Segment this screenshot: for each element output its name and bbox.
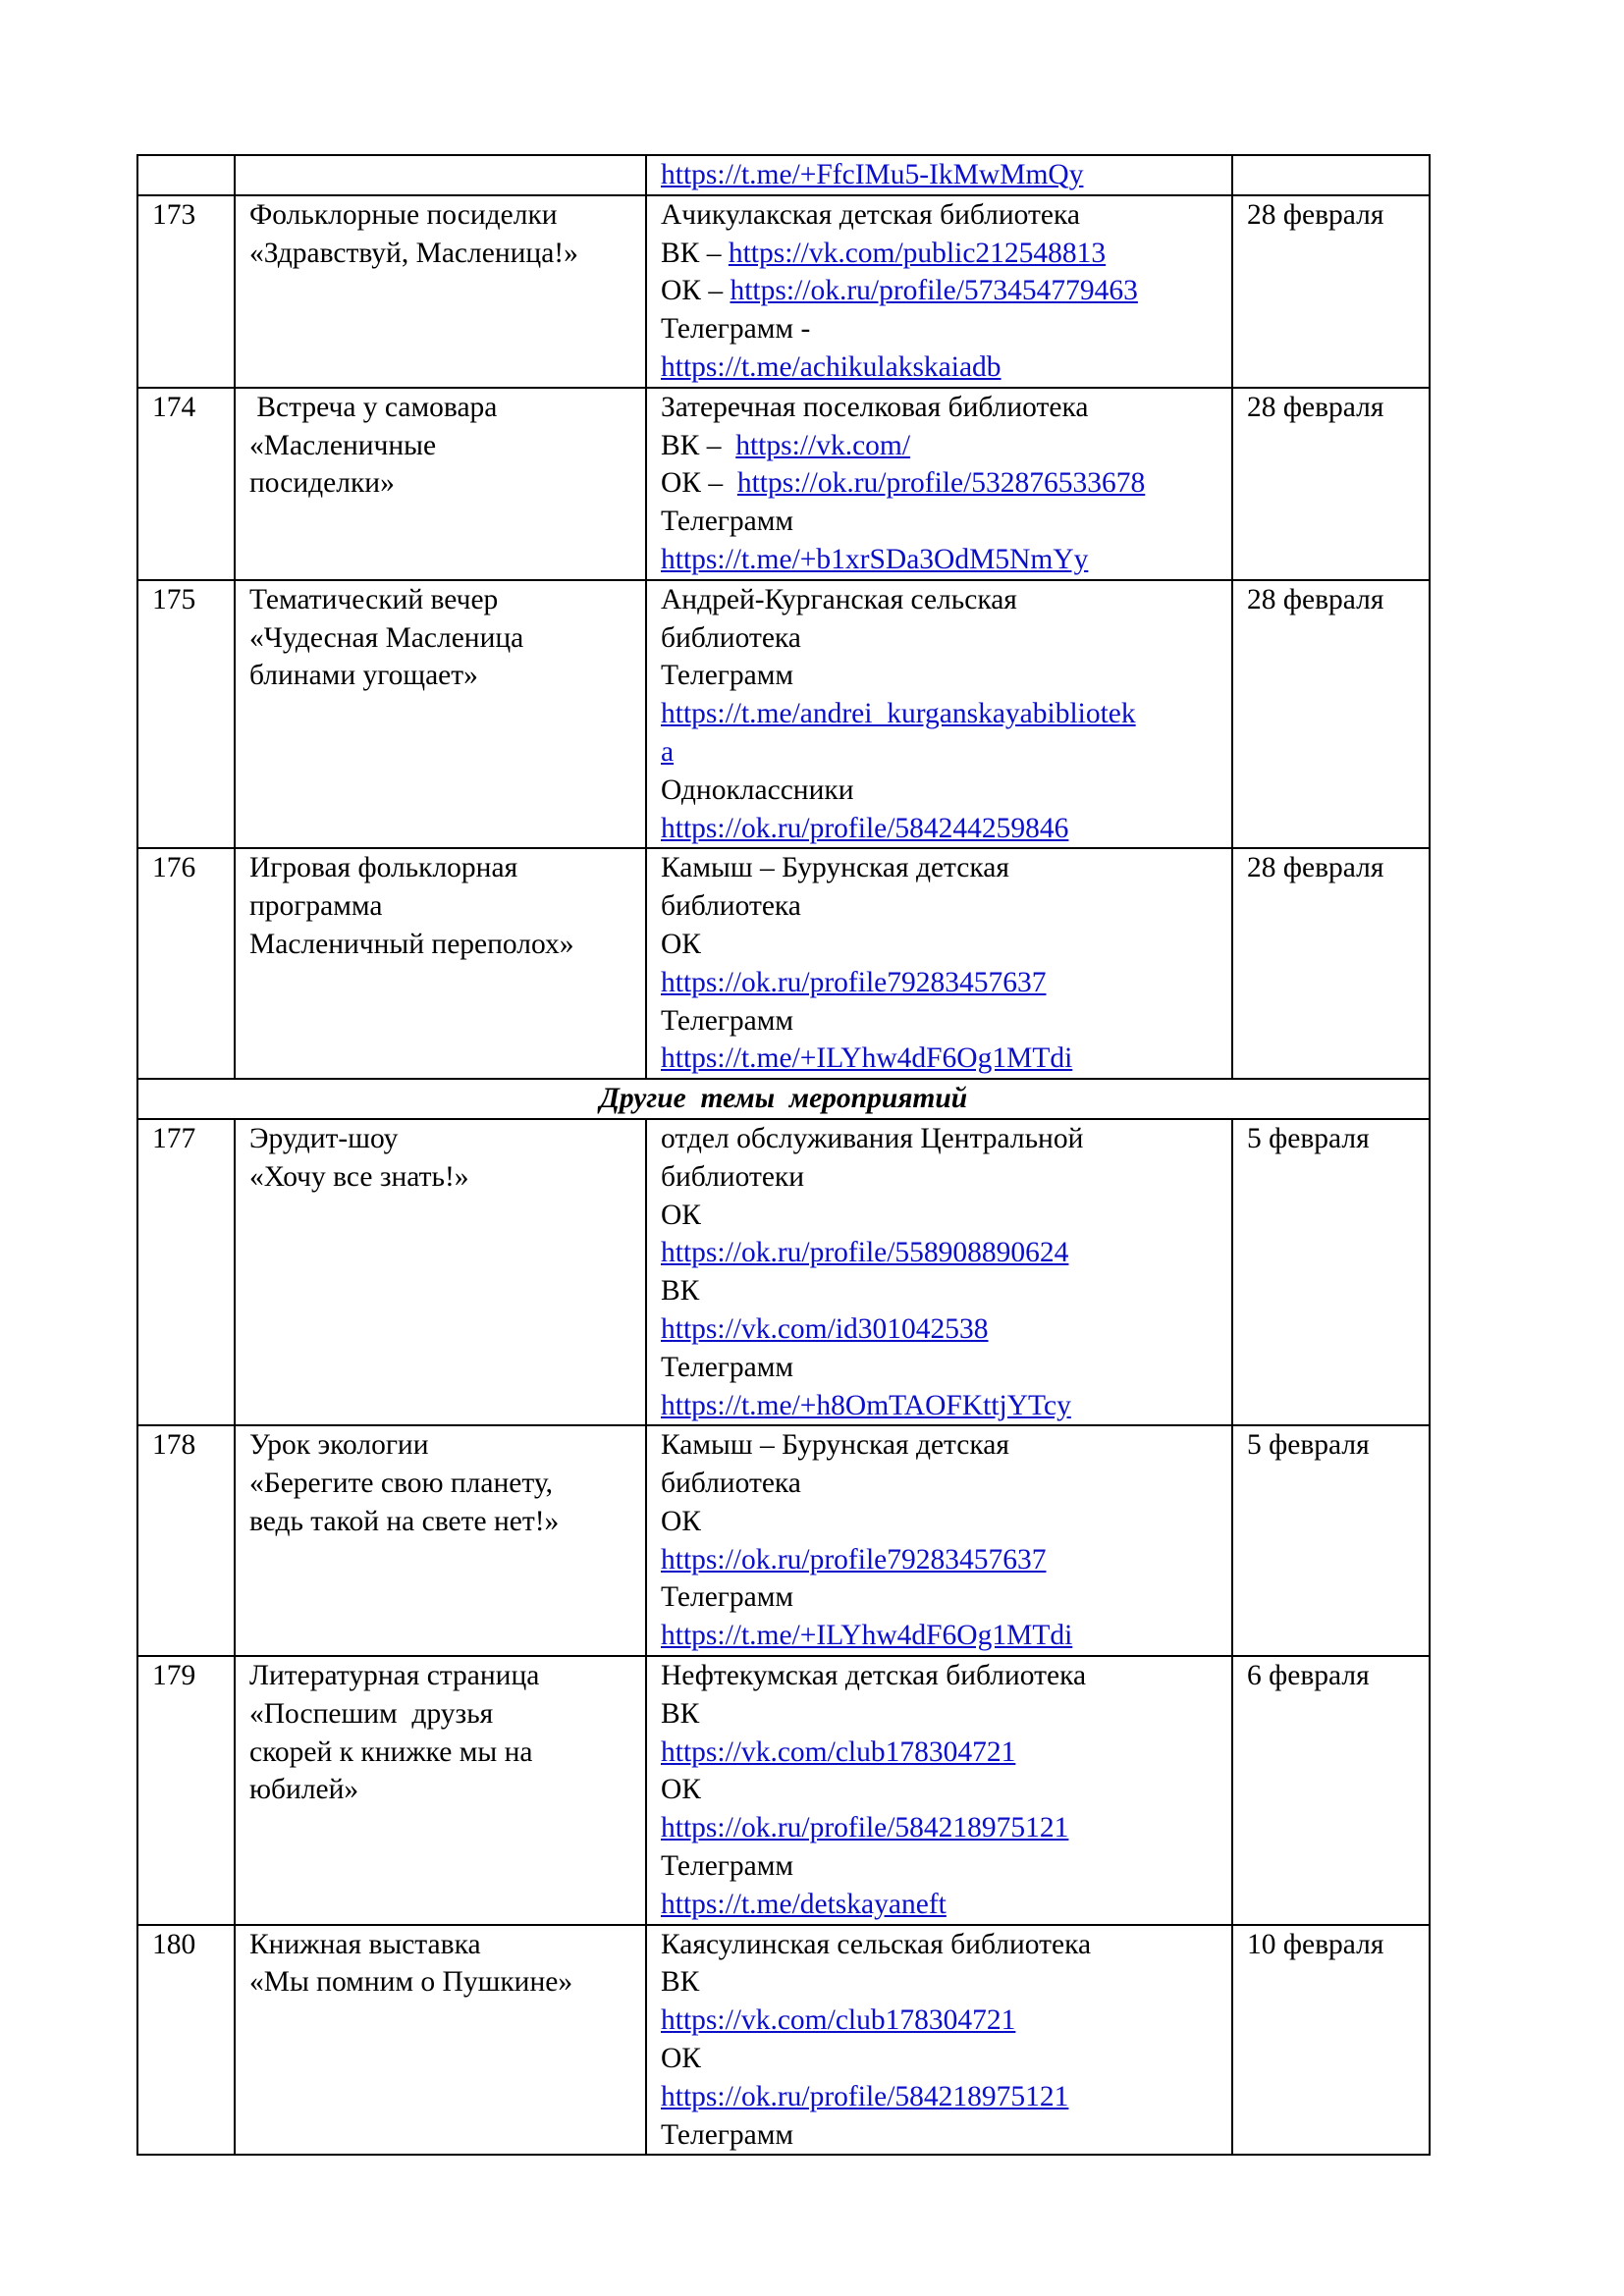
ok-link[interactable]: https://ok.ru/profile/584244259846	[661, 812, 1069, 844]
event-place: Ачикулакская детская библиотека ВК – https://vk.com/public212548813 ОК – https://ok.ru/profile/573454779463 Телеграмм - https://t.me/achikulakskaiadb	[646, 195, 1232, 388]
vk-link[interactable]: https://vk.com/club178304721	[661, 2004, 1016, 2037]
table-row	[137, 388, 1430, 580]
event-name: Встреча у самовара «Масленичные посиделки»	[235, 388, 646, 580]
events-table	[136, 154, 1431, 2156]
telegram-link[interactable]: https://t.me/achikulakskaiadb	[661, 350, 1001, 383]
row-number: 179	[137, 1656, 235, 1925]
row-number: 173	[137, 195, 235, 388]
ok-link[interactable]: https://ok.ru/profile/558908890624	[661, 1237, 1069, 1269]
telegram-link[interactable]: https://t.me/+FfcIMu5-IkMwMmQy	[661, 159, 1084, 190]
section-row	[137, 1079, 1430, 1119]
event-name: Эрудит-шоу «Хочу все знать!»	[235, 1119, 646, 1425]
section-title: Другие темы мероприятий	[137, 1079, 1430, 1119]
event-date: 28 февраля	[1232, 388, 1430, 580]
telegram-link[interactable]: https://t.me/andrei_kurganskayabibliotek	[661, 698, 1136, 730]
event-date: 28 февраля	[1232, 195, 1430, 388]
row-number: 176	[137, 848, 235, 1079]
event-date: 6 февраля	[1232, 1656, 1430, 1925]
ok-link[interactable]: https://ok.ru/profile/532876533678	[736, 467, 1146, 500]
table-row	[137, 195, 1430, 388]
event-place: Камыш – Бурунская детская библиотека ОК https://ok.ru/profile79283457637 Телеграмм https://t.me/+ILYhw4dF6Og1MTdi	[646, 848, 1232, 1079]
vk-link[interactable]: https://vk.com/id301042538	[661, 1312, 989, 1345]
table-row	[137, 155, 1430, 195]
event-name: Книжная выставка «Мы помним о Пушкине»	[235, 1925, 646, 2156]
event-place: Затеречная поселковая библиотека ВК – https://vk.com/ ОК – https://ok.ru/profile/532876533678 Телеграмм https://t.me/+b1xrSDa3OdM5NmYy	[646, 388, 1232, 580]
telegram-link[interactable]: https://t.me/+b1xrSDa3OdM5NmYy	[661, 543, 1089, 575]
ok-link[interactable]: https://ok.ru/profile/584218975121	[661, 1812, 1069, 1844]
event-place: Андрей-Курганская сельская библиотека Телеграмм https://t.me/andrei_kurganskayabibliotek a Одноклассники https://ok.ru/profile/584244259846	[646, 580, 1232, 849]
table-row	[137, 1925, 1430, 2156]
event-place: отдел обслуживания Центральной библиотеки ОК https://ok.ru/profile/558908890624 ВК https://vk.com/id301042538 Телеграмм https://t.me/+h8OmTAOFKttjYTcy	[646, 1119, 1232, 1425]
row-number: 180	[137, 1925, 235, 2156]
vk-link[interactable]: https://vk.com/public212548813	[728, 237, 1107, 269]
vk-link[interactable]: https://vk.com/	[735, 429, 911, 461]
table-row	[137, 848, 1430, 1079]
event-name: Литературная страница «Поспешим друзья скорей к книжке мы на юбилей»	[235, 1656, 646, 1925]
telegram-link[interactable]: https://t.me/+ILYhw4dF6Og1MTdi	[661, 1042, 1073, 1075]
event-date: 5 февраля	[1232, 1119, 1430, 1425]
row-number: 178	[137, 1425, 235, 1656]
event-name: Фольклорные посиделки «Здравствуй, Масленица!»	[235, 195, 646, 388]
telegram-link[interactable]: https://t.me/+ILYhw4dF6Og1MTdi	[661, 1620, 1073, 1652]
ok-link[interactable]: https://ok.ru/profile/573454779463	[730, 275, 1138, 307]
table-row	[137, 1656, 1430, 1925]
telegram-link-continued[interactable]: a	[661, 735, 675, 768]
event-name: Урок экологии «Берегите свою планету, ведь такой на свете нет!»	[235, 1425, 646, 1656]
ok-link[interactable]: https://ok.ru/profile/584218975121	[661, 2080, 1069, 2112]
event-date: 10 февраля	[1232, 1925, 1430, 2156]
table-row	[137, 1425, 1430, 1656]
ok-link[interactable]: https://ok.ru/profile79283457637	[661, 1543, 1047, 1575]
event-name	[235, 155, 646, 195]
event-date	[1232, 155, 1430, 195]
table-row	[137, 1119, 1430, 1425]
vk-link[interactable]: https://vk.com/club178304721	[661, 1735, 1016, 1768]
row-number: 175	[137, 580, 235, 849]
ok-link[interactable]: https://ok.ru/profile79283457637	[661, 966, 1047, 998]
telegram-link[interactable]: https://t.me/detskayaneft	[661, 1888, 947, 1920]
event-name: Тематический вечер «Чудесная Масленица блинами угощает»	[235, 580, 646, 849]
event-name: Игровая фольклорная программа Масленичный переполох»	[235, 848, 646, 1079]
table-row	[137, 580, 1430, 849]
row-number: 177	[137, 1119, 235, 1425]
row-number	[137, 155, 235, 195]
event-date: 28 февраля	[1232, 580, 1430, 849]
event-date: 28 февраля	[1232, 848, 1430, 1079]
telegram-link[interactable]: https://t.me/+h8OmTAOFKttjYTcy	[661, 1389, 1071, 1421]
row-number: 174	[137, 388, 235, 580]
event-date: 5 февраля	[1232, 1425, 1430, 1656]
event-place: Каясулинская сельская библиотека ВК https://vk.com/club178304721 ОК https://ok.ru/profile/584218975121 Телеграмм	[646, 1925, 1232, 2156]
event-place: Нефтекумская детская библиотека ВК https://vk.com/club178304721 ОК https://ok.ru/profile/584218975121 Телеграмм https://t.me/detskayaneft	[646, 1656, 1232, 1925]
event-place: Камыш – Бурунская детская библиотека ОК https://ok.ru/profile79283457637 Телеграмм https://t.me/+ILYhw4dF6Og1MTdi	[646, 1425, 1232, 1656]
event-place	[646, 155, 1232, 195]
